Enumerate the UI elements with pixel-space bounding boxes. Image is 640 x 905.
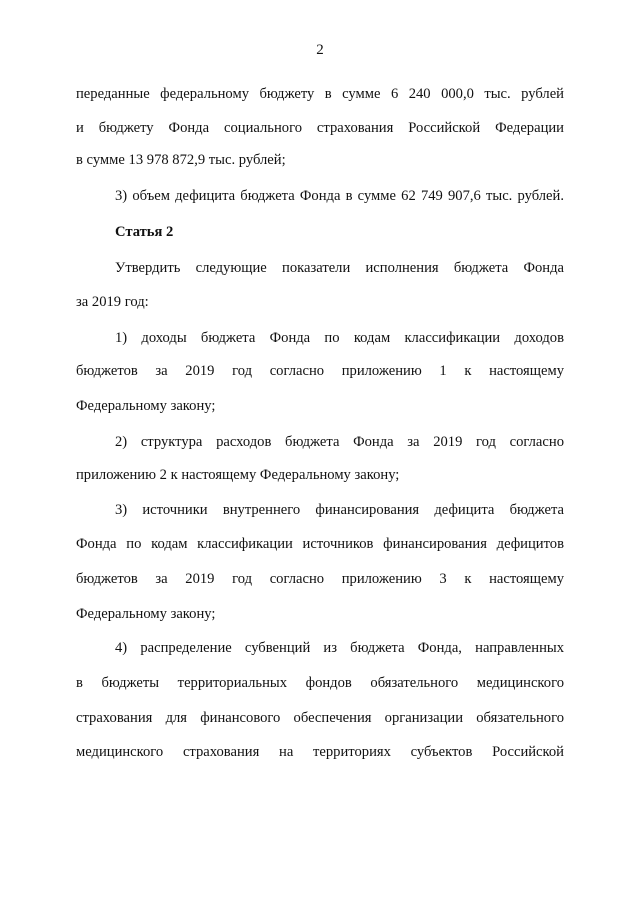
text-line: страхования для финансового обеспечения организации обязательного [76, 710, 564, 726]
text-line: 3) объем дефицита бюджета Фонда в сумме 62 749 907,6 тыс. рублей. [115, 188, 564, 204]
text-line: Федеральному закону; [76, 606, 216, 622]
article-heading: Статья 2 [115, 224, 174, 240]
text-line: 2) структура расходов бюджета Фонда за 2019 год согласно [115, 434, 564, 450]
text-line: за 2019 год: [76, 294, 149, 310]
page-number: 2 [316, 42, 324, 58]
text-line: переданные федеральному бюджету в сумме 6 240 000,0 тыс. рублей [76, 86, 564, 102]
text-line: и бюджету Фонда социального страхования Российской Федерации [76, 120, 564, 136]
text-line: в сумме 13 978 872,9 тыс. рублей; [76, 152, 286, 168]
text-line: в бюджеты территориальных фондов обязательного медицинского [76, 675, 564, 691]
text-line: бюджетов за 2019 год согласно приложению 3 к настоящему [76, 571, 564, 587]
text-line: 4) распределение субвенций из бюджета Фонда, направленных [115, 640, 564, 656]
text-line: Утвердить следующие показатели исполнения бюджета Фонда [115, 260, 564, 276]
text-line: Федеральному закону; [76, 398, 216, 414]
text-line: Фонда по кодам классификации источников финансирования дефицитов [76, 536, 564, 552]
text-line: медицинского страхования на территориях субъектов Российской [76, 744, 564, 760]
text-line: 3) источники внутреннего финансирования дефицита бюджета [115, 502, 564, 518]
text-line: 1) доходы бюджета Фонда по кодам классификации доходов [115, 330, 564, 346]
text-line: бюджетов за 2019 год согласно приложению 1 к настоящему [76, 363, 564, 379]
text-line: приложению 2 к настоящему Федеральному закону; [76, 467, 400, 483]
